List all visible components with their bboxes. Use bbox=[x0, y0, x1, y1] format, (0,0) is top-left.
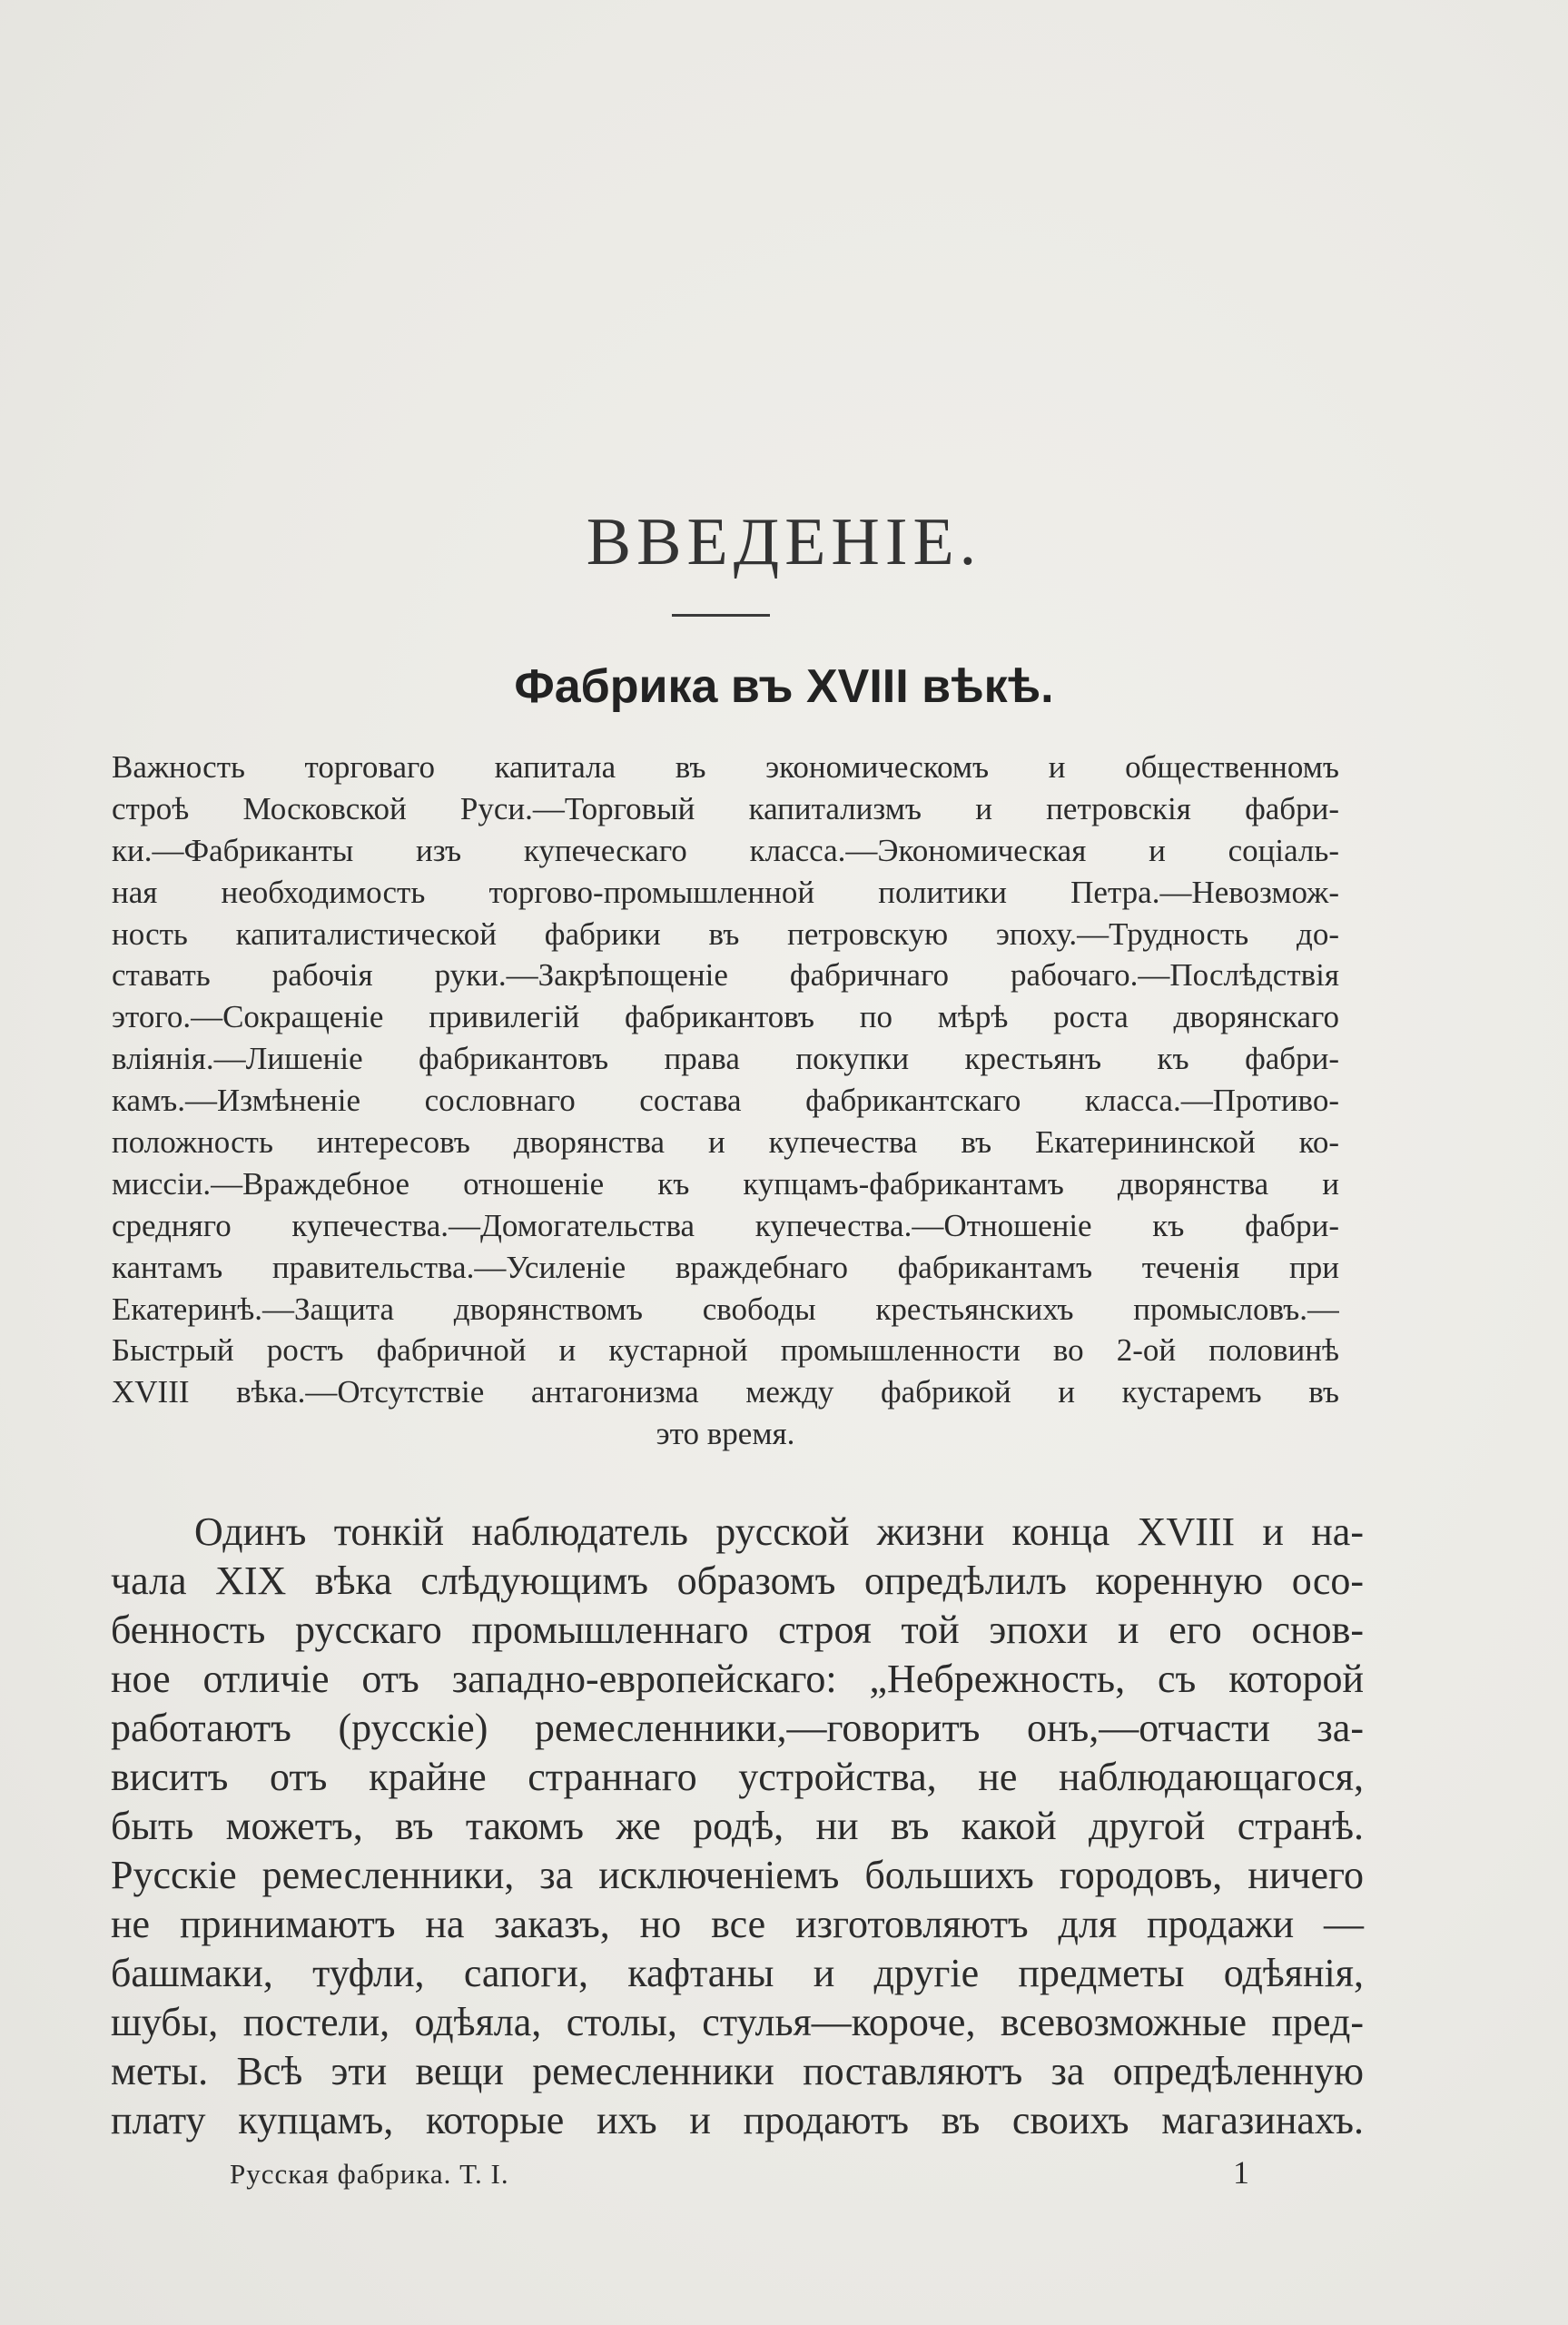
chapter-title: ВВЕДЕНІЕ. bbox=[586, 505, 982, 579]
text-line: виситъ отъ крайне страннаго устройства, не наблюдающагося, bbox=[111, 1755, 1364, 1799]
page-number: 1 bbox=[1233, 2154, 1249, 2191]
text-line: положность интересовъ дворянства и купечества въ Екатерининской ко- bbox=[112, 1124, 1339, 1161]
text-line: меты. Всѣ эти вещи ремесленники поставляютъ за опредѣленную bbox=[111, 2049, 1364, 2093]
text-line: плату купцамъ, которые ихъ и продаютъ въ своихъ магазинахъ. bbox=[111, 2098, 1364, 2142]
text-line: миссіи.—Враждебное отношеніе къ купцамъ-фабрикантамъ дворянства и bbox=[112, 1165, 1339, 1202]
text-line: башмаки, туфли, сапоги, кафтаны и другіе предметы одѣянія, bbox=[111, 1951, 1364, 1995]
text-line: бенность русскаго промышленнаго строя той эпохи и его основ- bbox=[111, 1608, 1364, 1652]
text-line: кантамъ правительства.—Усиленіе враждебнаго фабрикантамъ теченія при bbox=[112, 1249, 1339, 1285]
section-subtitle: Фабрика въ XVIII вѣкѣ. bbox=[514, 660, 1054, 713]
chapter-summary bbox=[112, 747, 1339, 1455]
text-line: ное отличіе отъ западно-европейскаго: „Небрежность, съ которой bbox=[111, 1657, 1364, 1701]
text-line: Быстрый ростъ фабричной и кустарной промышленности во 2-ой половинѣ bbox=[112, 1332, 1339, 1369]
text-line: ки.—Фабриканты изъ купеческаго класса.—Экономическая и соціаль- bbox=[112, 832, 1339, 868]
text-line: быть можетъ, въ такомъ же родѣ, ни въ какой другой странѣ. bbox=[111, 1804, 1364, 1848]
running-footer-title: Русская фабрика. Т. I. bbox=[230, 2158, 509, 2190]
title-divider bbox=[672, 614, 770, 617]
text-line: работаютъ (русскіе) ремесленники,—говоритъ онъ,—отчасти за- bbox=[111, 1706, 1364, 1750]
text-line: Екатеринѣ.—Защита дворянствомъ свободы крестьянскихъ промысловъ.— bbox=[112, 1291, 1339, 1327]
body-paragraph bbox=[111, 1508, 1364, 2145]
text-line: чала XIX вѣка слѣдующимъ образомъ опредѣлилъ коренную осо- bbox=[111, 1558, 1364, 1603]
text-line: ность капиталистической фабрики въ петровскую эпоху.—Трудность до- bbox=[112, 915, 1339, 952]
text-line: Русскіе ремесленники, за исключеніемъ большихъ городовъ, ничего bbox=[111, 1853, 1364, 1897]
text-line: шубы, постели, одѣяла, столы, стулья—короче, всевозможные пред- bbox=[111, 2000, 1364, 2044]
text-line: ставать рабочія руки.—Закрѣпощеніе фабричнаго рабочаго.—Послѣдствія bbox=[112, 957, 1339, 994]
text-line: камъ.—Измѣненіе сословнаго состава фабрикантскаго класса.—Противо- bbox=[112, 1083, 1339, 1119]
text-line: строѣ Московской Руси.—Торговый капитализмъ и петровскія фабри- bbox=[112, 790, 1339, 826]
text-line: вліянія.—Лишеніе фабрикантовъ права покупки крестьянъ къ фабри- bbox=[112, 1041, 1339, 1077]
text-line: ная необходимость торгово-промышленной политики Петра.—Невозмож- bbox=[112, 874, 1339, 910]
text-line: XVIII вѣка.—Отсутствіе антагонизма между фабрикой и кустаремъ въ bbox=[112, 1374, 1339, 1410]
text-line: средняго купечества.—Домогательства купечества.—Отношеніе къ фабри- bbox=[112, 1207, 1339, 1243]
text-line: не принимаютъ на заказъ, но все изготовляютъ для продажи — bbox=[111, 1902, 1364, 1946]
text-line: это время. bbox=[656, 1416, 795, 1452]
text-line: этого.—Сокращеніе привилегій фабрикантовъ по мѣрѣ роста дворянскаго bbox=[112, 999, 1339, 1035]
text-line: Одинъ тонкій наблюдатель русской жизни конца XVIII и на- bbox=[194, 1509, 1364, 1554]
text-line: Важность торговаго капитала въ экономическомъ и общественномъ bbox=[112, 749, 1339, 785]
